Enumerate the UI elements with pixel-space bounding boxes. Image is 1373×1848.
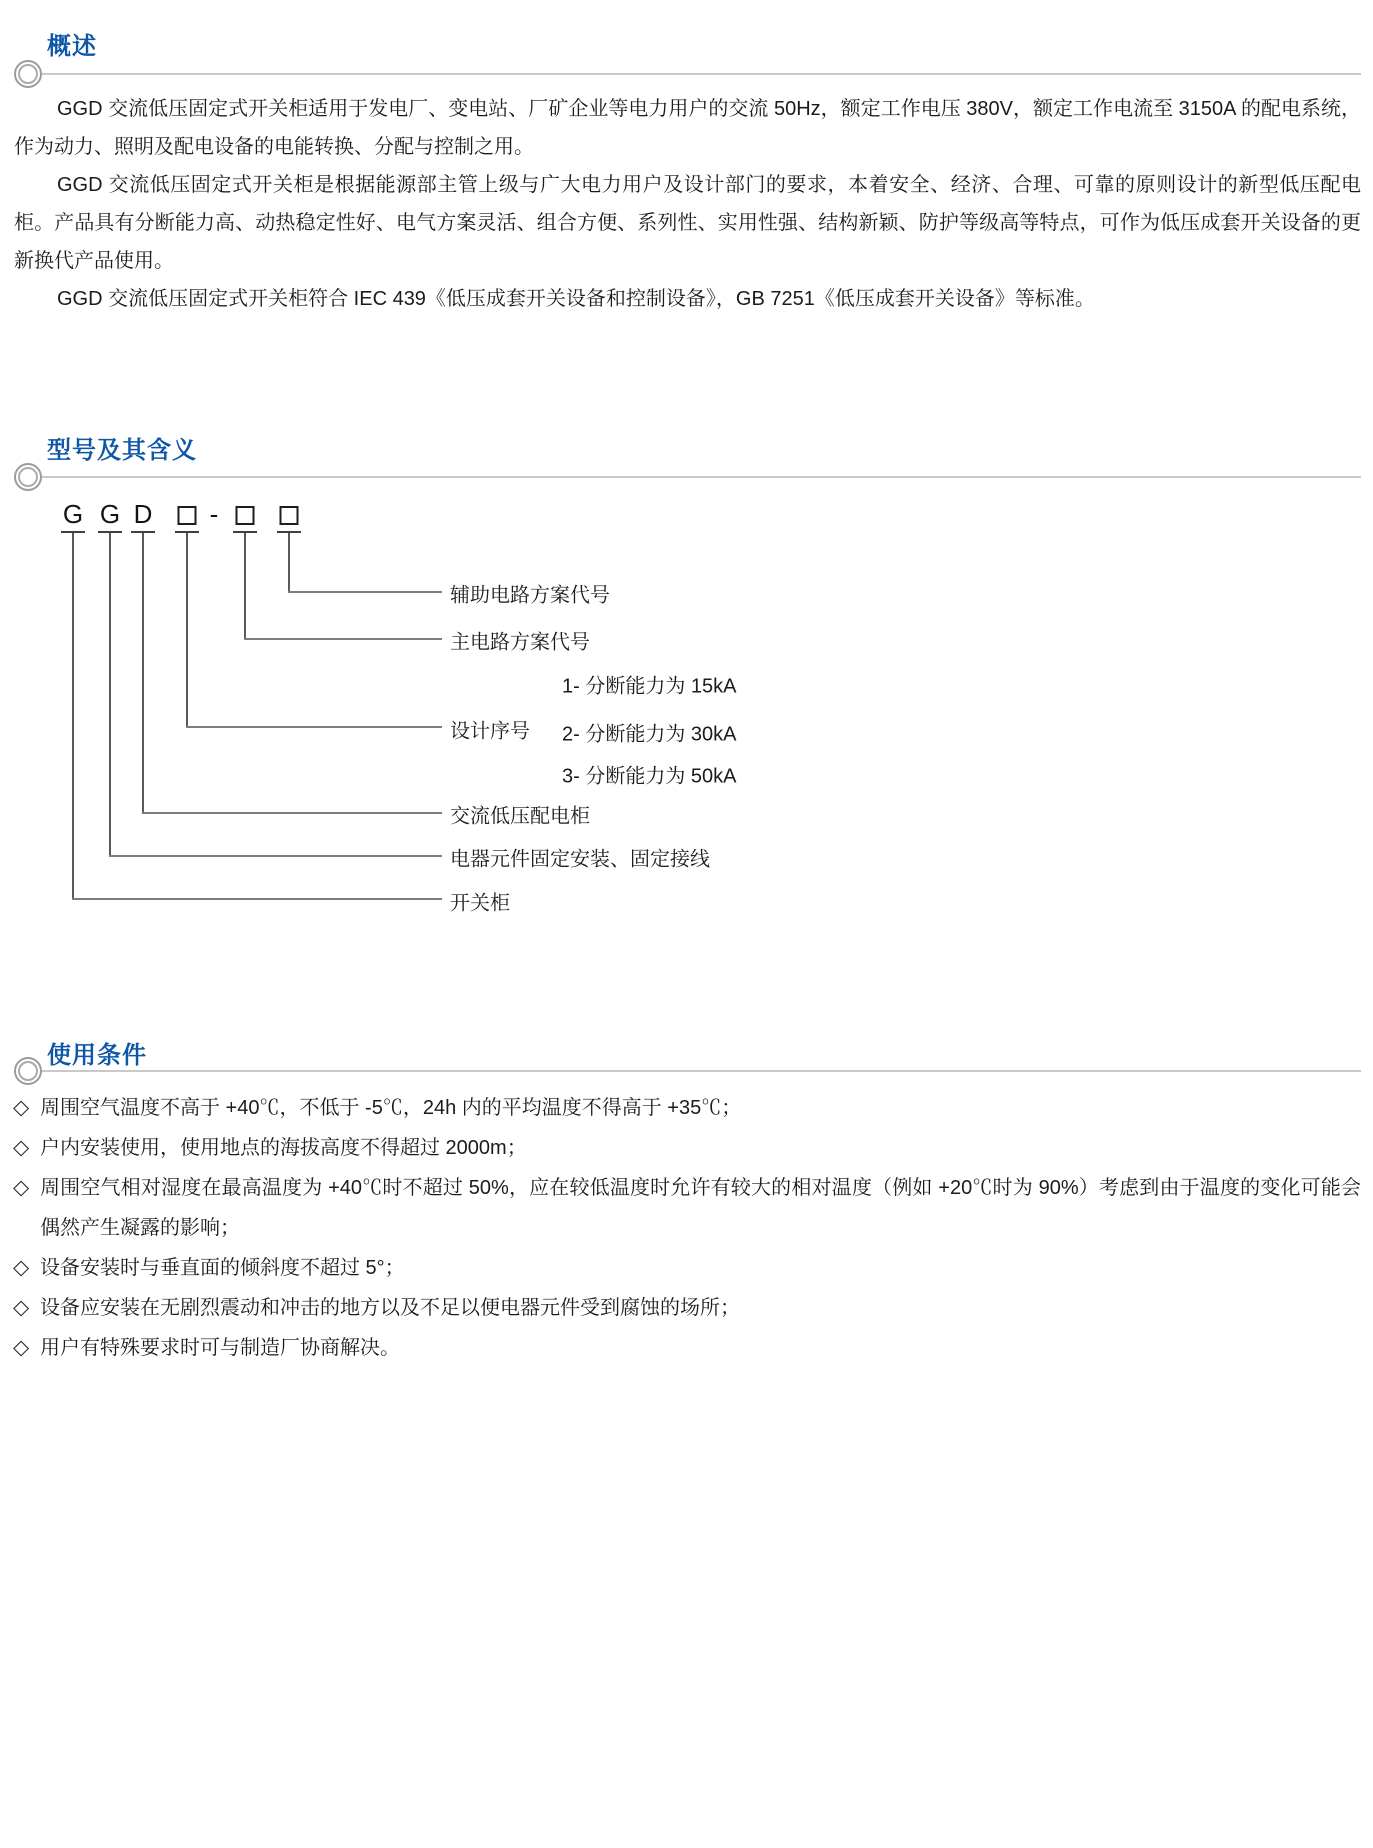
diagram-vline <box>109 533 111 857</box>
diamond-bullet-icon: ◇ <box>13 1336 30 1359</box>
section-rule <box>30 73 1361 75</box>
diagram-vline <box>288 533 290 593</box>
section-rule <box>30 476 1361 478</box>
section-title-overview: 概述 <box>47 33 97 60</box>
diagram-leader-line <box>142 812 442 814</box>
conditions-list <box>13 1088 1361 1368</box>
overview-paragraphs <box>14 90 1361 318</box>
diagram-label-fixed-mount: 电器元件固定安装、固定接线 <box>450 848 710 871</box>
model-code-letter: G <box>62 499 84 529</box>
condition-item <box>13 1128 1361 1168</box>
diamond-bullet-icon: ◇ <box>13 1136 30 1159</box>
overview-paragraph: GGD 交流低压固定式开关柜适用于发电厂、变电站、厂矿企业等电力用户的交流 50Hz，额定工作电压 380V，额定工作电流至 3150A 的配电系统，作为动力、照明及配电设备的电能转换、分配与控制之用。 <box>14 98 1361 158</box>
condition-text: 周围空气温度不高于 +40℃，不低于 -5℃，24h 内的平均温度不得高于 +35℃； <box>40 1097 742 1119</box>
model-code-placeholder-box <box>236 506 255 525</box>
model-code-placeholder-box <box>280 506 299 525</box>
diagram-label-switchgear: 开关柜 <box>450 892 510 915</box>
condition-text: 设备应安装在无剧烈震动和冲击的地方以及不足以便电器元件受到腐蚀的场所； <box>40 1297 740 1319</box>
section-rule <box>30 1070 1361 1072</box>
condition-item <box>13 1328 1361 1368</box>
diamond-bullet-icon: ◇ <box>13 1256 30 1279</box>
condition-item <box>13 1248 1361 1288</box>
design-option: 3- 分断能力为 50kA <box>562 765 737 788</box>
condition-text: 用户有特殊要求时可与制造厂协商解决。 <box>40 1337 400 1359</box>
design-option: 1- 分断能力为 15kA <box>562 675 737 698</box>
diagram-leader-line <box>72 898 442 900</box>
section-ring-icon <box>14 1057 42 1085</box>
diagram-label-design-serial: 设计序号 <box>450 720 530 743</box>
model-code-separator: - <box>209 499 219 529</box>
diagram-leader-line <box>109 855 442 857</box>
overview-paragraph: GGD 交流低压固定式开关柜是根据能源部主管上级与广大电力用户及设计部门的要求，本着安全、经济、合理、可靠的原则设计的新型低压配电柜。产品具有分断能力高、动热稳定性好、电气方案灵活、组合方便、系列性、实用性强、结构新颖、防护等级高等特点，可作为低压成套开关设备的更新换代产品使用。 <box>14 174 1361 272</box>
model-code-letter: G <box>99 499 121 529</box>
section-ring-icon <box>14 60 42 88</box>
diagram-label-main-circuit: 主电路方案代号 <box>450 631 590 654</box>
diagram-label-ac-lv-cabinet: 交流低压配电柜 <box>450 805 590 828</box>
diamond-bullet-icon: ◇ <box>13 1296 30 1319</box>
diagram-vline <box>244 533 246 640</box>
diagram-vline <box>186 533 188 728</box>
model-code-placeholder-box <box>178 506 197 525</box>
model-code-letter: D <box>133 499 153 529</box>
overview-paragraph: GGD 交流低压固定式开关柜符合 IEC 439《低压成套开关设备和控制设备》，GB 7251《低压成套开关设备》等标准。 <box>57 288 1095 310</box>
diamond-bullet-icon: ◇ <box>13 1096 30 1119</box>
condition-text: 户内安装使用，使用地点的海拔高度不得超过 2000m； <box>40 1137 527 1159</box>
condition-text: 周围空气相对湿度在最高温度为 +40℃时不超过 50%，应在较低温度时允许有较大的相对温度（例如 +20℃时为 90%）考虑到由于温度的变化可能会偶然产生凝露的影响； <box>40 1177 1361 1239</box>
design-option: 2- 分断能力为 30kA <box>562 723 737 746</box>
section-title-model: 型号及其含义 <box>47 437 197 464</box>
diagram-leader-line <box>288 591 442 593</box>
condition-text: 设备安装时与垂直面的倾斜度不超过 5°； <box>40 1257 405 1279</box>
diagram-leader-line <box>186 726 442 728</box>
condition-item <box>13 1088 1361 1128</box>
diagram-vline <box>142 533 144 814</box>
diamond-bullet-icon: ◇ <box>13 1176 30 1199</box>
condition-item <box>13 1288 1361 1328</box>
diagram-leader-line <box>244 638 442 640</box>
diagram-vline <box>72 533 74 900</box>
condition-item <box>13 1168 1361 1248</box>
section-ring-icon <box>14 463 42 491</box>
section-title-conditions: 使用条件 <box>47 1042 147 1069</box>
diagram-label-aux-circuit: 辅助电路方案代号 <box>450 584 610 607</box>
